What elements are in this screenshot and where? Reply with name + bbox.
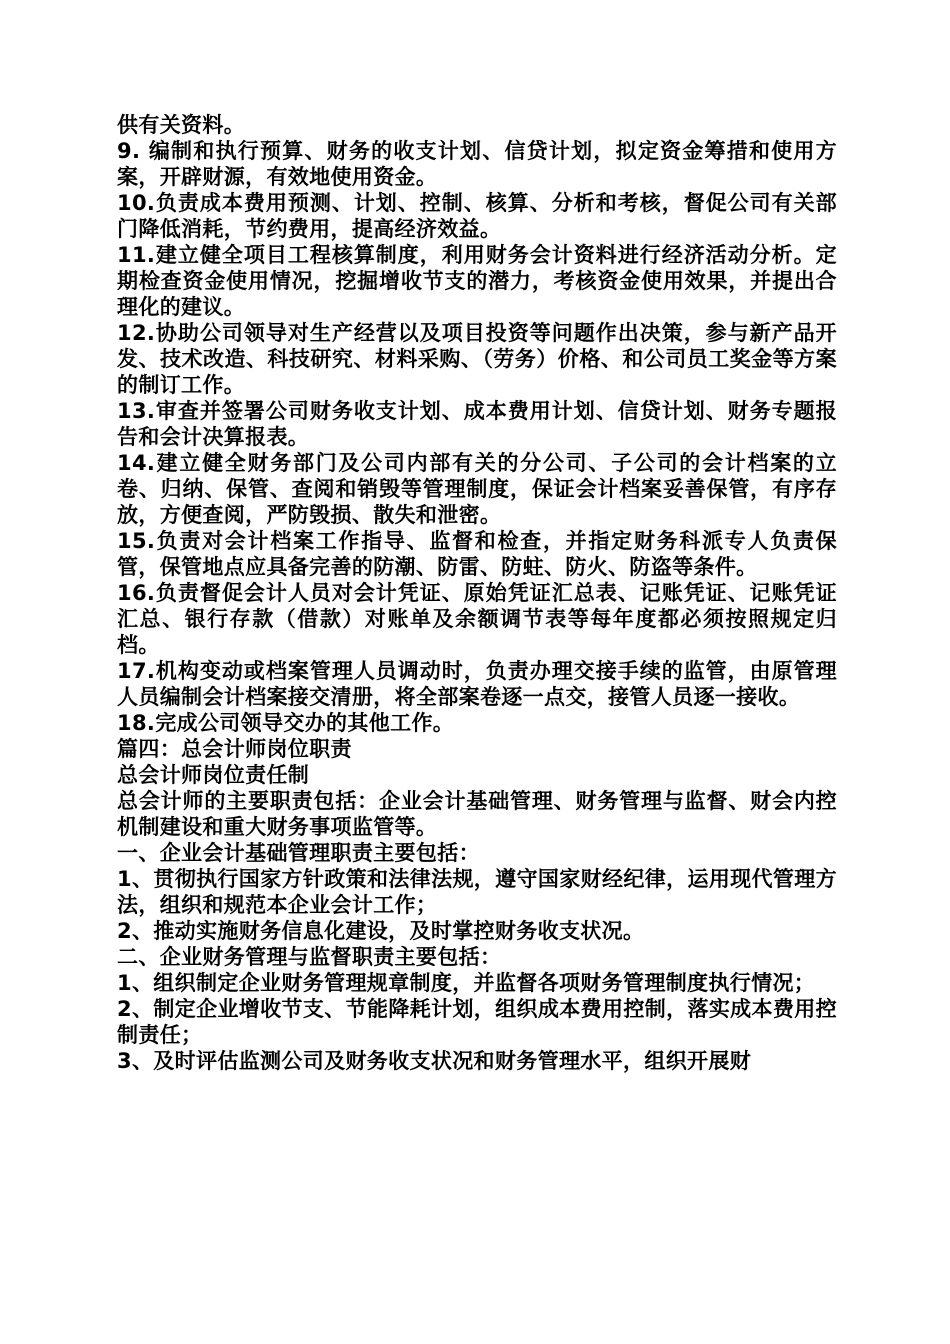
subheading-financial-management: 二、企业财务管理与监督职责主要包括： (117, 945, 502, 969)
document-page (117, 112, 837, 1074)
paragraph-financial-item-2: 2、制定企业增收节支、节能降耗计划，组织成本费用控制，落实成本费用控制责任； (117, 997, 837, 1047)
paragraph-supply-materials-tail: 供有关资料。 (117, 113, 246, 137)
subheading-basic-management: 一、企业会计基础管理职责主要包括： (117, 841, 480, 865)
paragraph-item-13-review: 13.审查并签署公司财务收支计划、成本费用计划、信贷计划、财务专题报告和会计决算报表。 (117, 399, 837, 449)
paragraph-item-12-decision: 12.协助公司领导对生产经营以及项目投资等问题作出决策，参与新产品开发、技术改造、科技研究、材料采购、（劳务）价格、和公司员工奖金等方案的制订工作。 (117, 321, 837, 397)
paragraph-main-duties: 总会计师的主要职责包括：企业会计基础管理、财务管理与监督、财会内控机制建设和重大财务事项监管等。 (117, 789, 837, 839)
paragraph-financial-item-3: 3、及时评估监测公司及财务收支状况和财务管理水平，组织开展财 (117, 1049, 752, 1073)
paragraph-item-17-handover: 17.机构变动或档案管理人员调动时，负责办理交接手续的监管，由原管理人员编制会计档案接交清册，将全部案卷逐一点交，接管人员逐一接收。 (117, 659, 837, 709)
section-title-responsibility-system: 总会计师岗位责任制 (117, 763, 310, 787)
paragraph-item-16-filing: 16.负责督促会计人员对会计凭证、原始凭证汇总表、记账凭证、记账凭证汇总、银行存款（借款）对账单及余额调节表等每年度都必须按照规定归档。 (117, 581, 837, 657)
paragraph-item-18-other: 18.完成公司领导交办的其他工作。 (117, 711, 455, 735)
paragraph-item-11-accounting: 11.建立健全项目工程核算制度，利用财务会计资料进行经济活动分析。定期检查资金使用情况，挖掘增收节支的潜力，考核资金使用效果，并提出合理化的建议。 (117, 243, 837, 319)
section-heading-part-four: 篇四：总会计师岗位职责 (117, 737, 352, 761)
paragraph-item-9-budget: 9. 编制和执行预算、财务的收支计划、信贷计划，拟定资金筹措和使用方案，开辟财源，有效地使用资金。 (117, 139, 837, 189)
paragraph-item-14-archives: 14.建立健全财务部门及公司内部有关的分公司、子公司的会计档案的立卷、归纳、保管、查阅和销毁等管理制度，保证会计档案妥善保管，有序存放，方便查阅，严防毁损、散失和泄密。 (117, 451, 837, 527)
paragraph-item-10-cost: 10.负责成本费用预测、计划、控制、核算、分析和考核，督促公司有关部门降低消耗，节约费用，提高经济效益。 (117, 191, 837, 241)
paragraph-basic-item-1: 1、贯彻执行国家方针政策和法律法规，遵守国家财经纪律，运用现代管理方法，组织和规范本企业会计工作； (117, 867, 837, 917)
paragraph-item-15-archive-guidance: 15.负责对会计档案工作指导、监督和检查，并指定财务科派专人负责保管，保管地点应具备完善的防潮、防雷、防蛀、防火、防盗等条件。 (117, 529, 837, 579)
paragraph-financial-item-1: 1、组织制定企业财务管理规章制度，并监督各项财务管理制度执行情况； (117, 971, 816, 995)
paragraph-basic-item-2: 2、推动实施财务信息化建设，及时掌控财务收支状况。 (117, 919, 645, 943)
